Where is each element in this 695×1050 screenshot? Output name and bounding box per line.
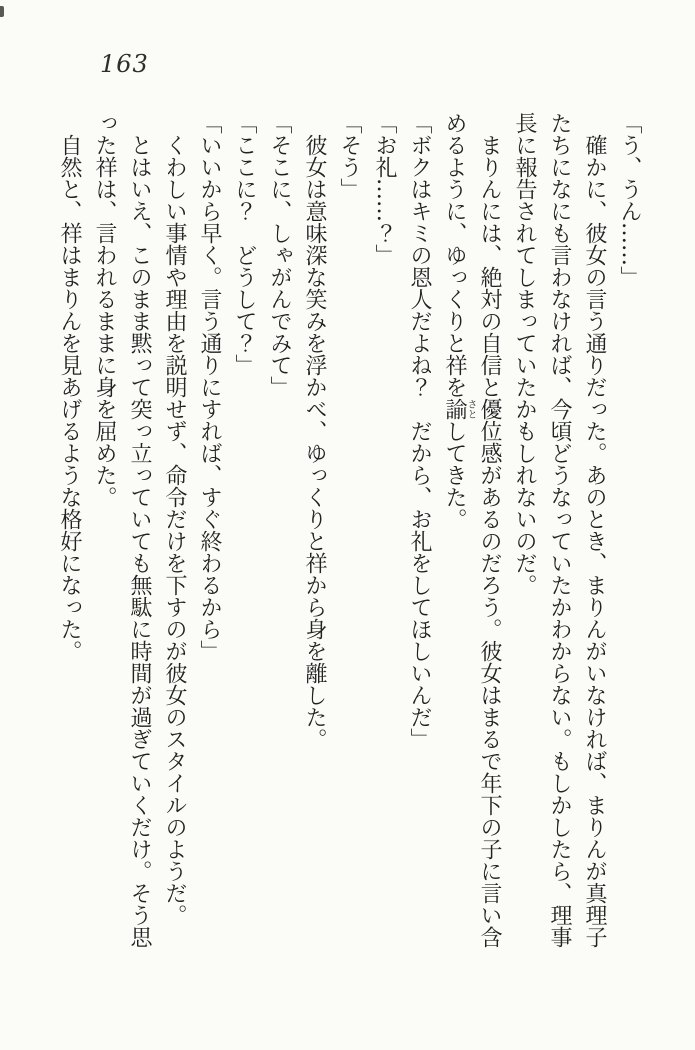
page-number: 163 (100, 50, 149, 78)
paragraph-1-dialogue: 「う、うん……」 (617, 112, 642, 288)
paragraph-4-dialogue: 「ボクはキミの恩人だよね？ だから、お礼をしてほしいんだ」 (407, 112, 432, 750)
paragraph-11-narration: くわしい事情や理由を説明せず、命令だけを下すのが彼女のスタイルのようだ。 (162, 134, 187, 926)
paragraph-3-narration: まりんには、絶対の自信と優位感があるのだろう。彼女はまるで年下の子に言い含めるように、ゆっくりと祥を諭さとしてきた。 (442, 112, 502, 948)
paragraph-12-narration: とはいえ、このまま黙って突っ立っていても無駄に時間が過ぎていくだけ。そう思った祥は、言われるままに身を屈めた。 (92, 112, 152, 948)
paragraph-8-dialogue: 「そこに、しゃがんでみて」 (267, 112, 292, 398)
ruby-annotation: 諭さと (442, 398, 476, 420)
paragraph-7-narration: 彼女は意味深な笑みを浮かべ、ゆっくりと祥から身を離した。 (302, 134, 327, 750)
paragraph-9-dialogue: 「ここに？ どうして？」 (232, 112, 257, 376)
paragraph-13-narration: 自然と、祥はまりんを見あげるような格好になった。 (57, 134, 82, 662)
paragraph-6-dialogue: 「そう」 (337, 112, 362, 200)
scan-artifact (0, 6, 4, 17)
text-block (52, 112, 647, 952)
paragraph-5-dialogue: 「お礼……？」 (372, 112, 397, 266)
paragraph-2-narration: 確かに、彼女の言う通りだった。あのとき、まりんがいなければ、まりんが真理子たちになにも言わなければ、今頃どうなっていたかわからない。もしかしたら、理事長に報告されてしまっていたかもしれないのだ。 (512, 112, 607, 948)
paragraph-10-dialogue: 「いいから早く。言う通りにすれば、すぐ終わるから」 (197, 112, 222, 662)
